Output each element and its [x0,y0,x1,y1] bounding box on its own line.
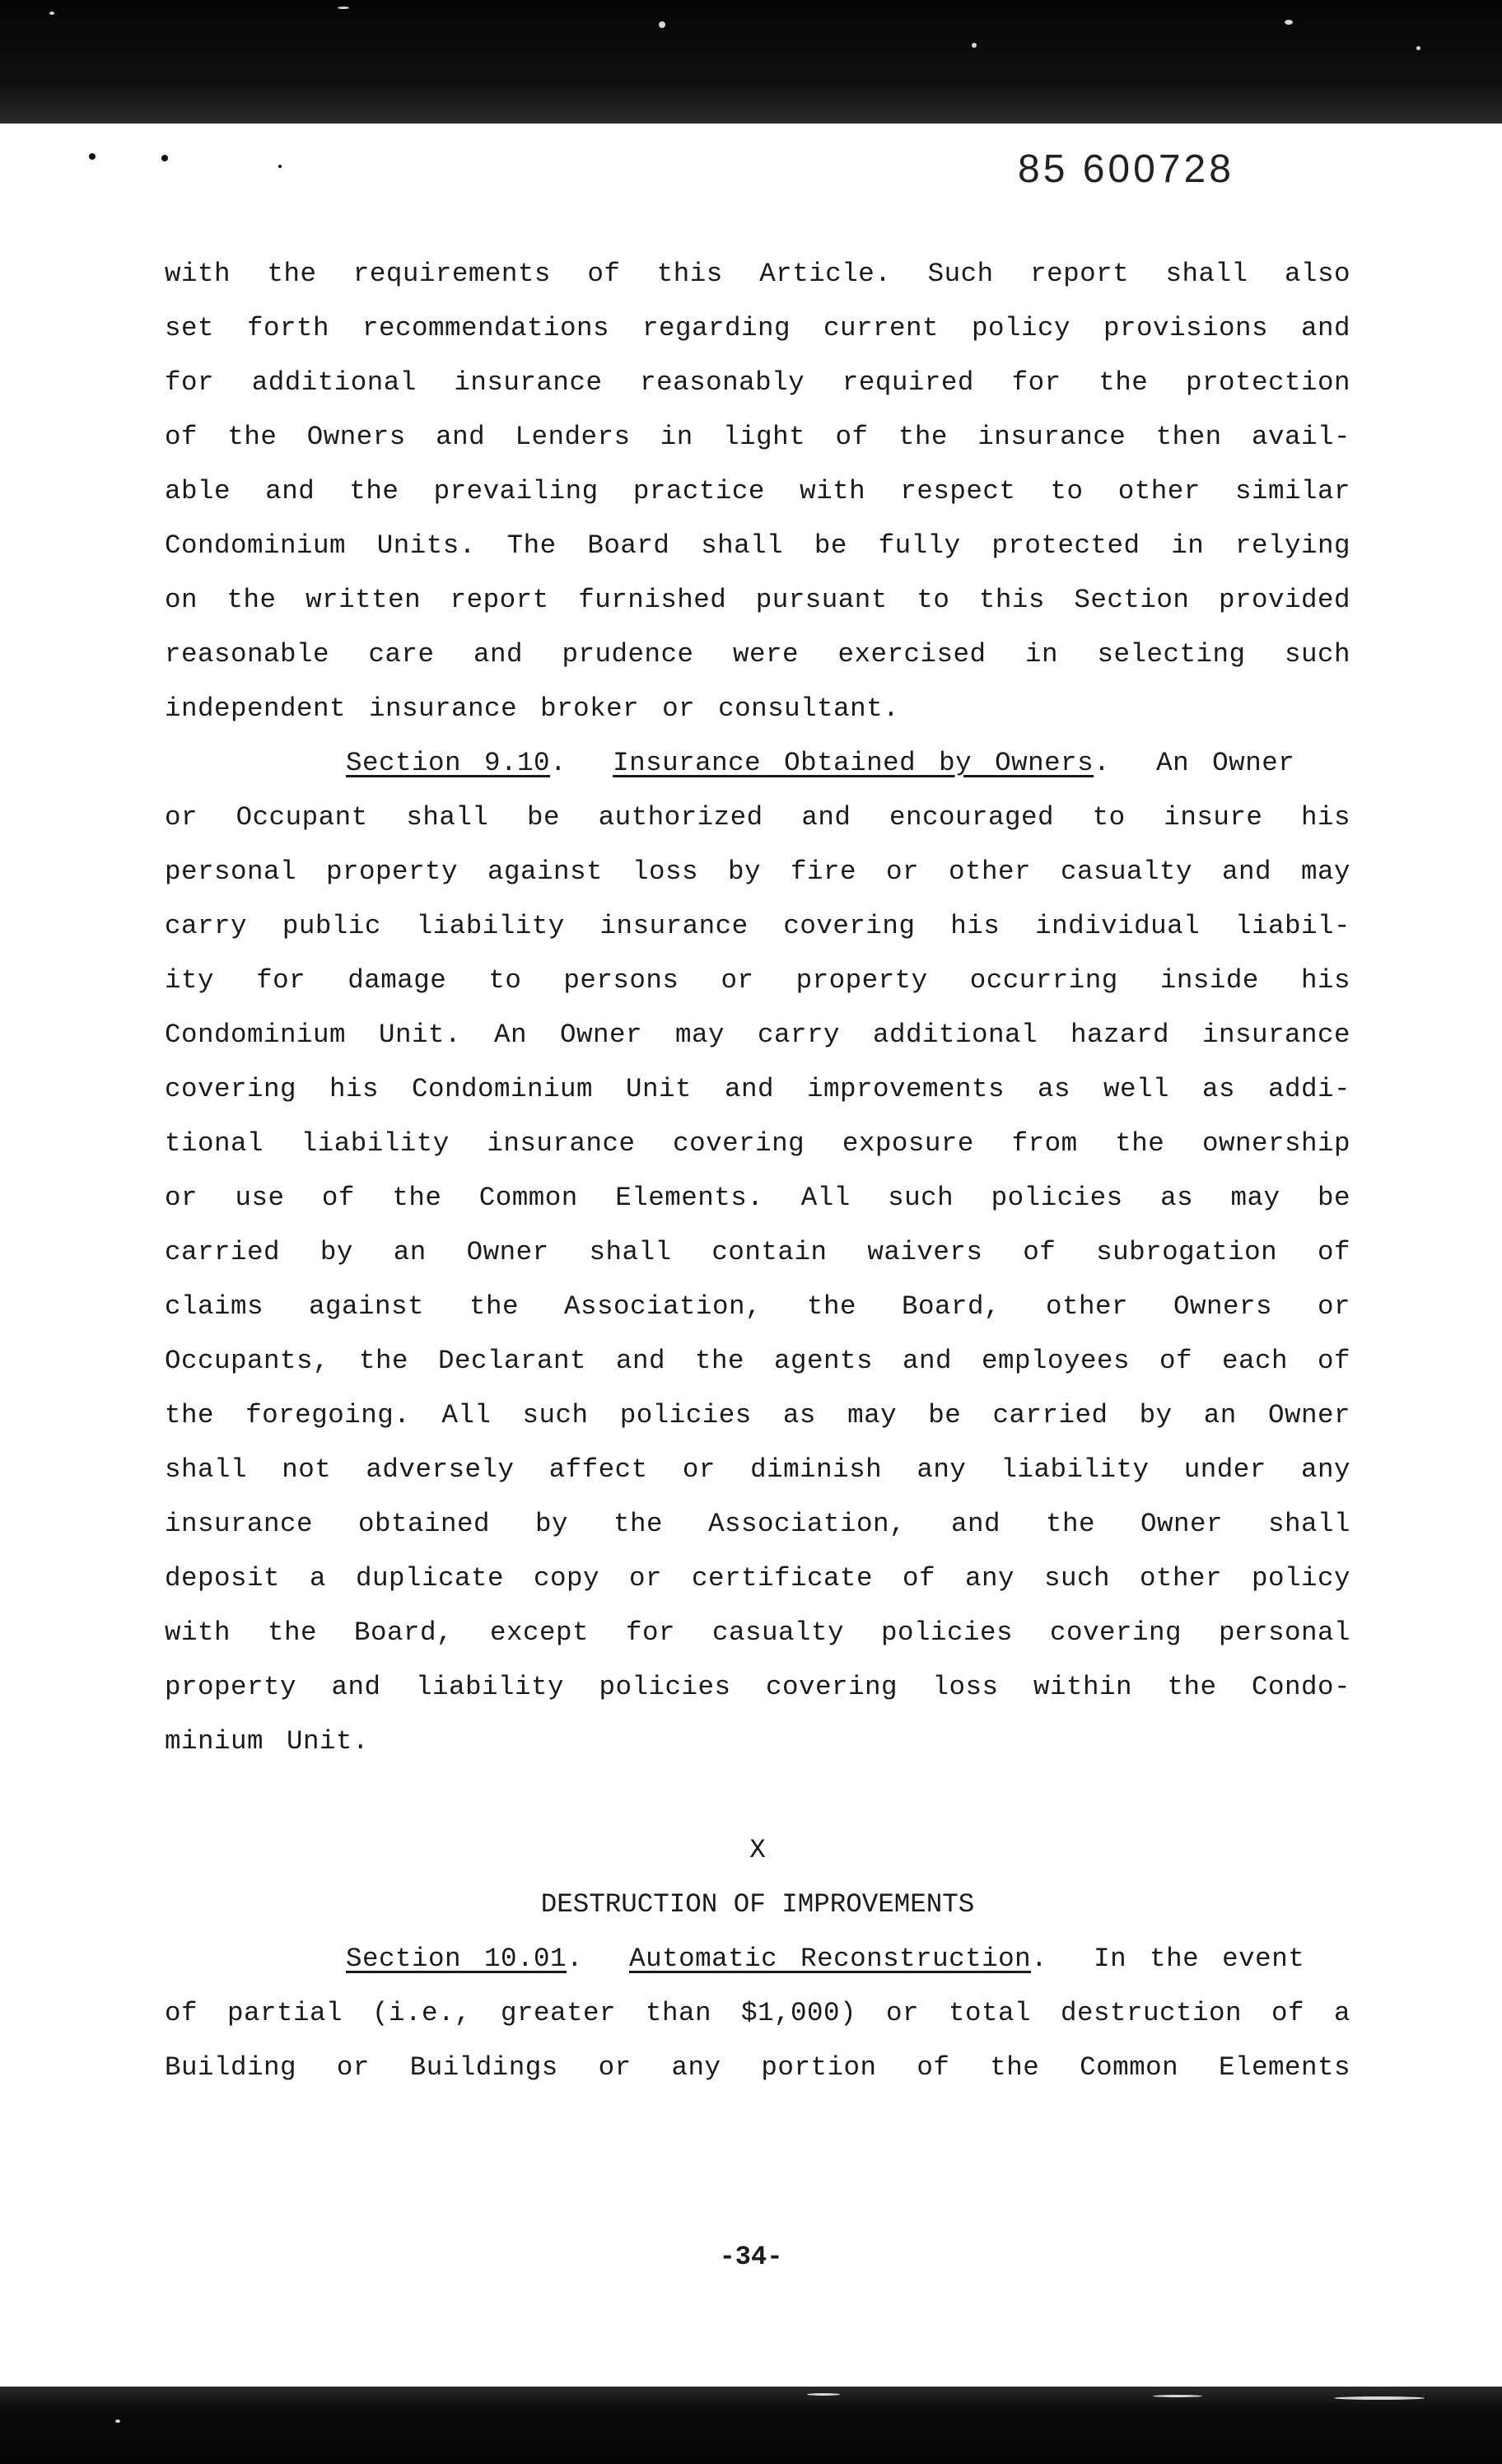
scan-speck [1334,2396,1425,2400]
scan-speck [1153,2395,1202,2397]
text-line: tional liability insurance covering exposure from the ownership [165,1128,1350,1159]
scan-speck [49,12,54,15]
text-line: able and the prevailing practice with respect to other similar [165,476,1350,506]
page-number: -34- [719,2242,783,2272]
text-line: personal property against loss by fire or other casualty and may [165,856,1350,887]
section-10-01 [165,1932,1350,2095]
text-line: Condominium Unit. An Owner may carry additional hazard insurance [165,1020,1350,1050]
text-line: minium Unit. [165,1726,370,1757]
blank-line [165,1769,1350,1823]
text-line: Building or Buildings or any portion of the Common Elements [165,2052,1350,2083]
scan-speck [659,21,665,28]
section-title: Automatic Reconstruction [629,1944,1032,1974]
scan-dot [89,153,96,160]
section-number: Section 10.01 [346,1944,567,1974]
text-line: set forth recommendations regarding current policy provisions and [165,313,1350,343]
text-line: shall not adversely affect or diminish any liability under any [165,1454,1350,1485]
text-line: reasonable care and prudence were exercised in selecting such [165,639,1350,670]
text-line: with the requirements of this Article. Such report shall also [165,259,1350,289]
section-9-10 [165,736,1350,1769]
scan-speck [807,2393,840,2396]
scan-speck [972,43,977,48]
text-line: covering his Condominium Unit and improvements as well as addi- [165,1074,1350,1104]
text-line: ity for damage to persons or property occurring inside his [165,965,1350,996]
scan-border-top [0,0,1502,124]
text-line: carry public liability insurance covering his individual liabil- [165,911,1350,941]
section-heading-line: Section 10.01. Automatic Reconstruction. In the event [346,1944,1305,1974]
text-line: for additional insurance reasonably required for the protection [165,367,1350,398]
scan-speck [1285,20,1293,25]
section-heading-line: Section 9.10. Insurance Obtained by Owners. An Owner [346,748,1295,778]
document-body [165,247,1350,2095]
text-line: Occupants, the Declarant and the agents and employees of each of [165,1346,1350,1376]
article-heading: DESTRUCTION OF IMPROVEMENTS [540,1889,975,1920]
section-title: Insurance Obtained by Owners [613,748,1094,778]
section-number: Section 9.10 [346,748,551,778]
text-line: the foregoing. All such policies as may be carried by an Owner [165,1400,1350,1430]
text-line: carried by an Owner shall contain waivers of subrogation of [165,1237,1350,1267]
text-line: deposit a duplicate copy or certificate of any such other policy [165,1563,1350,1594]
scan-speck [1416,46,1420,50]
article-numeral: X [749,1835,766,1865]
document-number: 85 600728 [1018,147,1234,191]
text-line: Condominium Units. The Board shall be fully protected in relying [165,530,1350,561]
text-line: independent insurance broker or consultant. [165,693,900,724]
text-fragment: In the event [1094,1944,1305,1974]
text-line: claims against the Association, the Board, other Owners or [165,1291,1350,1322]
scan-speck [115,2420,120,2423]
text-line: insurance obtained by the Association, and the Owner shall [165,1509,1350,1539]
scan-dot [278,165,282,168]
text-line: on the written report furnished pursuant to this Section provided [165,585,1350,615]
scan-speck [338,7,349,9]
scan-border-bottom [0,2387,1502,2464]
text-line: of partial (i.e., greater than $1,000) or total destruction of a [165,1998,1350,2028]
text-line: or use of the Common Elements. All such policies as may be [165,1183,1350,1213]
text-line: of the Owners and Lenders in light of the insurance then avail- [165,422,1350,452]
scan-dot [161,155,168,161]
text-line: or Occupant shall be authorized and encouraged to insure his [165,802,1350,833]
text-line: property and liability policies covering loss within the Condo- [165,1672,1350,1702]
paragraph-insurance-report [165,247,1350,736]
text-line: with the Board, except for casualty policies covering personal [165,1617,1350,1648]
text-fragment: An Owner [1156,748,1295,778]
